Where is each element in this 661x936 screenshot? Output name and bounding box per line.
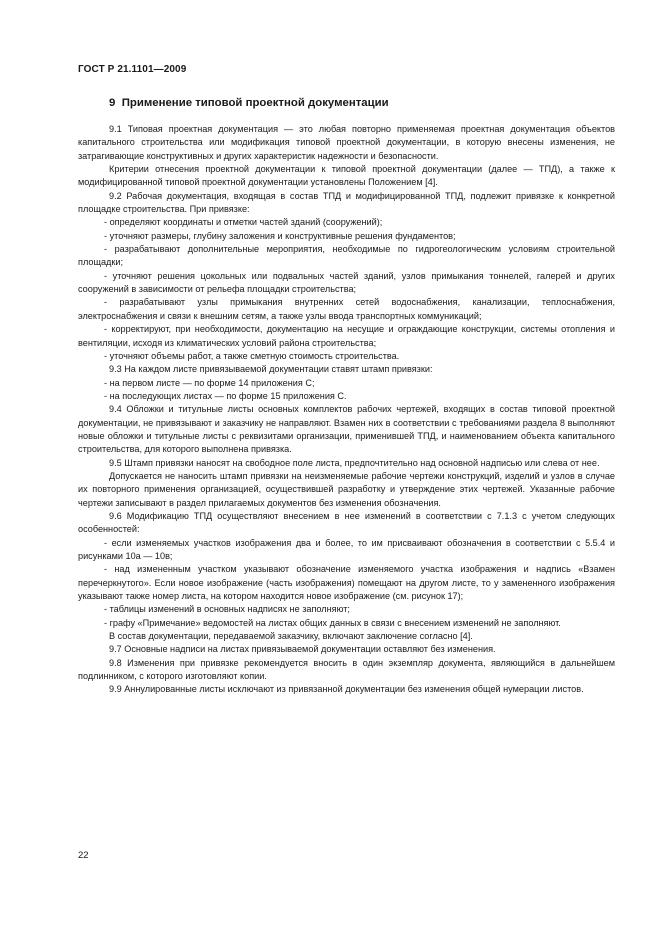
section-title-text: Применение типовой проектной документации xyxy=(121,97,389,109)
paragraph: 9.9 Аннулированные листы исключают из привязанной документации без изменения общей нумерации листов. xyxy=(109,684,584,695)
paragraph: 9.6 Модификацию ТПД осуществляют внесением в нее изменений в соответствии с 7.1.3 с учетом следующих особенностей: xyxy=(78,510,615,535)
document-code-header: ГОСТ Р 21.1101—2009 xyxy=(78,64,187,75)
paragraph: Допускается не наносить штамп привязки на неизменяемые рабочие чертежи конструкций, изделий и узлов в случае их повторного применения организацией, осуществившей разработку и утверждение этих чертежей. Указанные рабочие чертежи записывают в раздел прилагаемых документов без изменения обозначения. xyxy=(78,470,615,508)
list-item: - корректируют, при необходимости, документацию на несущие и ограждающие конструкции, системы отопления и вентиляции, исходя из климатических условий района строительства; xyxy=(78,324,615,348)
section-number: 9 xyxy=(109,97,116,109)
paragraph: 9.4 Обложки и титульные листы основных комплектов рабочих чертежей, входящих в состав типовой проектной документации, не привязывают и заказчику не направляют. Взамен них в соответствии с требованиями раздела 8 выполняют новые обложки и титульные листы с реквизитами организации, применившей ТПД, и наименованием объекта капитального строительства, для которого выполнена привязка. xyxy=(78,404,615,455)
list-item: - уточняют объемы работ, а также сметную стоимость строительства. xyxy=(104,350,400,361)
section-title xyxy=(109,97,389,109)
list-item: - разрабатывают дополнительные мероприятия, необходимые по гидрогеологическим условиям строительной площадки; xyxy=(78,244,615,268)
page-number: 22 xyxy=(78,850,89,861)
list-item: - над измененным участком указывают обозначение изменяемого участка изображения и надпись «Взамен перечеркнутого». Если новое изображение (часть изображения) помещают на другом листе, то у замененного изображения указывают также номер листа, на котором находится новое изображение (см. рисунок 17); xyxy=(78,564,615,602)
paragraph: 9.8 Изменения при привязке рекомендуется вносить в один экземпляр документа, являющийся в дальнейшем подлинником, с которого изготовляют копии. xyxy=(78,657,615,682)
list-item: - определяют координаты и отметки частей зданий (сооружений); xyxy=(104,217,383,228)
paragraph: В состав документации, передаваемой заказчику, включают заключение согласно [4]. xyxy=(109,631,473,642)
list-item: - таблицы изменений в основных надписях не заполняют; xyxy=(104,604,350,615)
paragraph: 9.1 Типовая проектная документация — это любая повторно применяемая проектная документация объектов капитального строительства или модификация типовой проектной документации, в которую внесены изменения, не затрагивающие конструктивных и других характеристик надежности и безопасности. xyxy=(78,124,615,161)
list-item: - если изменяемых участков изображения два и более, то им присваивают обозначения в соответствии с 5.5.4 и рисунками 10а — 10в; xyxy=(78,537,615,561)
paragraph: 9.5 Штамп привязки наносят на свободное поле листа, предпочтительно над основной надписью или слева от нее. xyxy=(109,457,600,468)
list-item: - уточняют решения цокольных или подвальных частей зданий, узлов примыкания тоннелей, галерей и других сооружений в зависимости от рельефа площадки строительства; xyxy=(78,270,615,295)
paragraph: 9.3 На каждом листе привязываемой документации ставят штамп привязки: xyxy=(109,364,433,375)
section-body xyxy=(78,123,615,697)
list-item: - разрабатывают узлы примыкания внутренних сетей водоснабжения, канализации, теплоснабжения, электроснабжения и связи к внешним сетям, а также узлы ввода транспортных коммуникаций; xyxy=(78,297,615,321)
paragraph: 9.7 Основные надписи на листах привязываемой документации оставляют без изменения. xyxy=(109,644,496,655)
paragraph: Критерии отнесения проектной документации к типовой проектной документации (далее — ТПД), а также к модифицированной типовой проектной документации установлены Положением [4]. xyxy=(78,164,615,188)
list-item: - на первом листе — по форме 14 приложения С; xyxy=(104,377,315,388)
list-item: - уточняют размеры, глубину заложения и конструктивные решения фундаментов; xyxy=(104,230,456,241)
paragraph: 9.2 Рабочая документация, входящая в состав ТПД и модифицированной ТПД, подлежит привязке к конкретной площадке строительства. При привязке: xyxy=(78,190,615,215)
list-item: - на последующих листах — по форме 15 приложения С. xyxy=(104,390,347,401)
list-item: - графу «Примечание» ведомостей на листах общих данных в связи с внесением изменений не заполняют. xyxy=(104,617,561,628)
